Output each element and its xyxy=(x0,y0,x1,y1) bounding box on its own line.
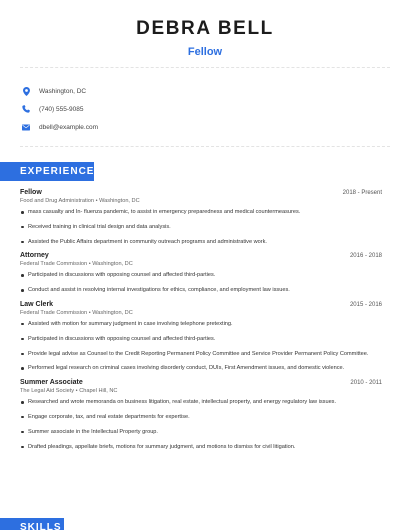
job-bullet: Researched and wrote memoranda on business litigation, real estate, intellectual property, and energy regulatory law issues. xyxy=(20,398,382,407)
contact-phone xyxy=(22,100,98,118)
location-pin-icon xyxy=(22,87,30,95)
contact-phone-text: (740) 555-9085 xyxy=(39,105,84,113)
job-org: Federal Trade Commission xyxy=(20,261,88,268)
contact-list xyxy=(22,82,98,136)
job-org: Federal Trade Commission xyxy=(20,309,88,316)
job-dates: 2010 - 2011 xyxy=(350,380,382,387)
job-entry xyxy=(20,379,382,451)
job-bullet: Participated in discussions with opposing counsel and affected third-parties. xyxy=(20,335,382,344)
job-bullets xyxy=(20,398,382,451)
job-bullet: Received training in clinical trial design and data analysis. xyxy=(20,223,382,232)
candidate-title: Fellow xyxy=(187,46,223,58)
job-bullet: Conduct and assist in resolving internal investigations for ethics, compliance, and employment law issues. xyxy=(20,286,382,295)
job-title: Summer Associate xyxy=(20,379,83,387)
job-bullets xyxy=(20,208,382,246)
job-dates: 2018 - Present xyxy=(342,190,382,196)
candidate-name: DEBRA BELL xyxy=(136,18,274,39)
job-location: Washington, DC xyxy=(92,309,133,316)
contact-email xyxy=(22,118,98,136)
envelope-icon xyxy=(22,123,30,131)
job-dates: 2015 - 2016 xyxy=(349,301,382,308)
resume-header xyxy=(0,0,410,59)
job-entry xyxy=(20,252,382,294)
job-org: Food and Drug Administration xyxy=(20,198,95,204)
job-title: Attorney xyxy=(20,252,49,260)
divider-bottom xyxy=(20,146,390,147)
job-location: Washington, DC xyxy=(92,261,133,268)
job-entry xyxy=(20,301,382,373)
job-bullet: Assisted with motion for summary judgment in case involving telephone pretexting. xyxy=(20,320,382,329)
job-bullet: Participated in discussions with opposing counsel and affected third-parties. xyxy=(20,271,382,280)
job-bullet: Engage corporate, tax, and real estate departments for expertise. xyxy=(20,413,382,422)
job-location: Washington, DC xyxy=(99,198,140,204)
contact-email-text: dbell@example.com xyxy=(39,123,98,131)
job-bullet: mass casualty and In- fluenza pandemic, to assist in emergency preparedness and medical countermeasures. xyxy=(20,208,382,217)
experience-list xyxy=(20,189,382,457)
divider-top xyxy=(20,67,390,68)
job-org-line: Food and Drug Administration • Washington, DC xyxy=(20,198,140,204)
contact-location xyxy=(22,82,98,100)
job-dates: 2016 - 2018 xyxy=(349,253,382,260)
phone-icon xyxy=(22,105,30,113)
job-bullet: Assisted the Public Affairs department in community outreach programs and administrative work. xyxy=(20,238,382,247)
job-org-line: The Legal Aid Society • Chapel Hill, NC xyxy=(20,388,118,395)
job-title: Law Clerk xyxy=(20,300,54,308)
section-heading-experience: EXPERIENCE xyxy=(0,162,94,181)
job-bullet: Drafted pleadings, appellate briefs, motions for summary judgment, and motions to dismiss for civil litigation. xyxy=(20,443,382,452)
section-heading-skills: SKILLS xyxy=(0,518,64,530)
job-bullet: Provide legal advise as Counsel to the Credit Reporting Permanent Policy Committee and Service Provider Permanent Policy Committee. xyxy=(20,350,382,359)
job-org-line: Federal Trade Commission • Washington, DC xyxy=(20,309,133,316)
contact-location-text: Washington, DC xyxy=(39,87,87,95)
job-org-line: Federal Trade Commission • Washington, DC xyxy=(20,261,133,268)
job-entry xyxy=(20,189,382,246)
job-bullet: Summer associate in the Intellectual Property group. xyxy=(20,428,382,437)
job-bullets xyxy=(20,320,382,373)
job-org: The Legal Aid Society xyxy=(20,388,75,395)
job-bullet: Performed legal research on criminal cases involving disorderly conduct, DUIs, First Amendment issues, and domestic violence. xyxy=(20,364,382,373)
job-title: Fellow xyxy=(20,189,42,196)
job-bullets xyxy=(20,271,382,294)
job-location: Chapel Hill, NC xyxy=(79,388,118,395)
